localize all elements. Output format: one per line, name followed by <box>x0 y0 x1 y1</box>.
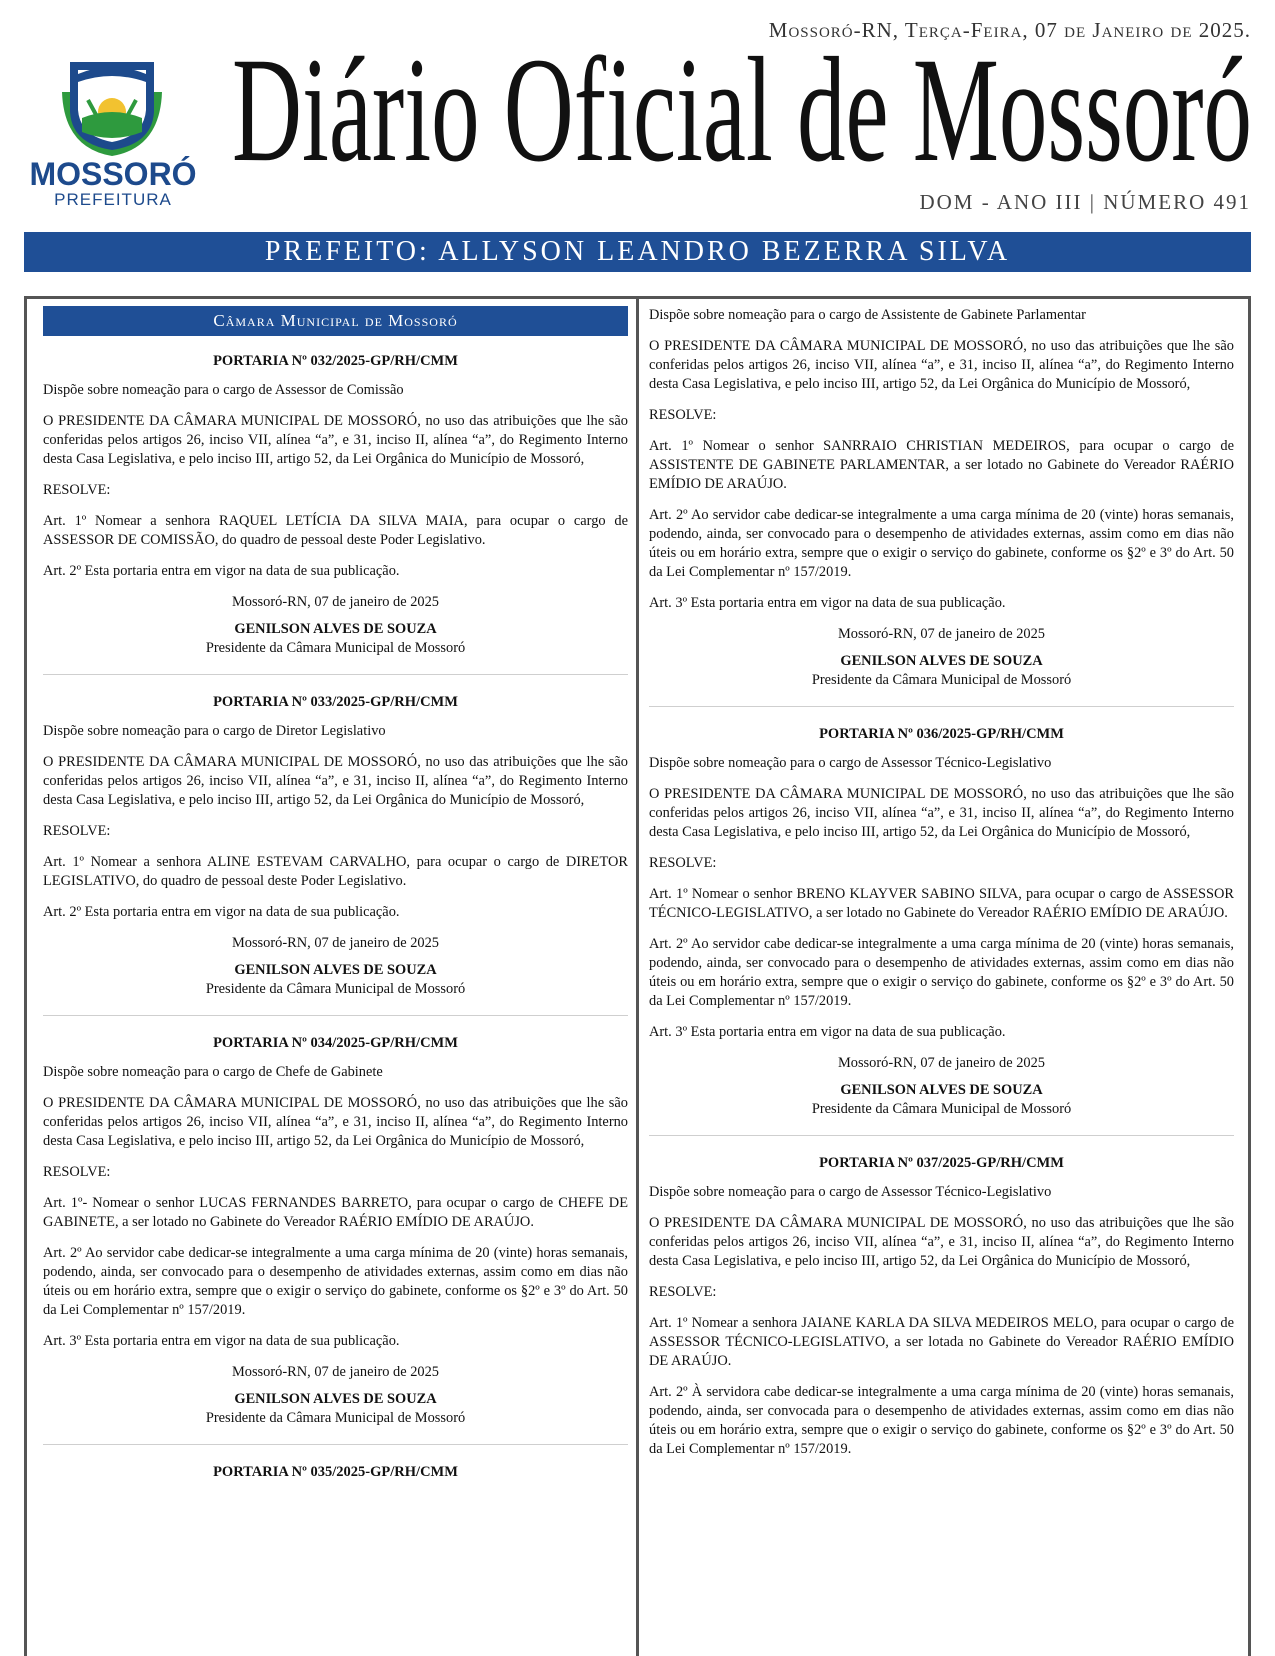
section-title: Câmara Municipal de Mossoró <box>43 306 628 336</box>
signer-name: GENILSON ALVES DE SOUZA <box>234 621 437 637</box>
portaria-subject: Dispõe sobre nomeação para o cargo de Assessor Técnico-Legislativo <box>649 1184 1052 1200</box>
resolve-label: RESOLVE: <box>649 407 717 423</box>
article-3: Art. 3º Esta portaria entra em vigor na data de sua publicação. <box>649 1024 1006 1040</box>
article-2: Art. 2º Esta portaria entra em vigor na data de sua publicação. <box>43 904 400 920</box>
separator <box>43 674 628 675</box>
resolve-label: RESOLVE: <box>649 1284 717 1300</box>
portaria-035-heading <box>43 1463 628 1482</box>
portaria-037 <box>649 1154 1234 1459</box>
preamble: O PRESIDENTE DA CÂMARA MUNICIPAL DE MOSSORÓ, no uso das atribuições que lhe são conferidas pelos artigos 26, inciso VII, alínea “a”, e 31, inciso II, alínea “a”, do Regimento Interno desta Casa Legislativa, e pelo inciso III, artigo 52, da Lei Orgânica do Município de Mossoró, <box>649 338 1234 392</box>
portaria-subject: Dispõe sobre nomeação para o cargo de Chefe de Gabinete <box>43 1064 383 1080</box>
article-2: Art. 2º Esta portaria entra em vigor na data de sua publicação. <box>43 563 400 579</box>
resolve-label: RESOLVE: <box>649 855 717 871</box>
mayor-banner: PREFEITO: ALLYSON LEANDRO BEZERRA SILVA <box>24 232 1251 272</box>
separator <box>43 1015 628 1016</box>
article-1: Art. 1º Nomear a senhora RAQUEL LETÍCIA DA SILVA MAIA, para ocupar o cargo de ASSESSOR DE COMISSÃO, do quadro de pessoal deste Poder Legislativo. <box>43 513 628 548</box>
place-date: Mossoró-RN, 07 de janeiro de 2025 <box>837 1055 1046 1071</box>
portaria-036 <box>649 725 1234 1119</box>
resolve-label: RESOLVE: <box>43 482 111 498</box>
preamble: O PRESIDENTE DA CÂMARA MUNICIPAL DE MOSSORÓ, no uso das atribuições que lhe são conferidas pelos artigos 26, inciso VII, alínea “a”, e 31, inciso II, alínea “a”, do Regimento Interno desta Casa Legislativa, e pelo inciso III, artigo 52, da Lei Orgânica do Município de Mossoró, <box>649 786 1234 840</box>
prefeitura-logo <box>24 52 202 209</box>
portaria-subject: Dispõe sobre nomeação para o cargo de Assessor Técnico-Legislativo <box>649 755 1052 771</box>
article-1: Art. 1º Nomear a senhora ALINE ESTEVAM CARVALHO, para ocupar o cargo de DIRETOR LEGISLATIVO, do quadro de pessoal deste Poder Legislativo. <box>43 854 628 889</box>
signer-name: GENILSON ALVES DE SOUZA <box>840 1082 1043 1098</box>
right-column <box>649 306 1234 1471</box>
signer-name: GENILSON ALVES DE SOUZA <box>840 653 1043 669</box>
article-3: Art. 3º Esta portaria entra em vigor na data de sua publicação. <box>649 595 1006 611</box>
place-date: Mossoró-RN, 07 de janeiro de 2025 <box>231 1364 440 1380</box>
portaria-034 <box>43 1034 628 1428</box>
separator <box>649 706 1234 707</box>
logo-wordmark: MOSSORÓ <box>29 156 197 192</box>
portaria-033 <box>43 693 628 999</box>
signer-role: Presidente da Câmara Municipal de Mossoró <box>205 981 466 997</box>
masthead-title-text: Diário Oficial de Mossoró <box>232 42 1252 182</box>
article-3: Art. 3º Esta portaria entra em vigor na data de sua publicação. <box>43 1333 400 1349</box>
portaria-title: PORTARIA Nº 034/2025-GP/RH/CMM <box>213 1035 458 1051</box>
preamble: O PRESIDENTE DA CÂMARA MUNICIPAL DE MOSSORÓ, no uso das atribuições que lhe são conferidas pelos artigos 26, inciso VII, alínea “a”, e 31, inciso II, alínea “a”, do Regimento Interno desta Casa Legislativa, e pelo inciso III, artigo 52, da Lei Orgânica do Município de Mossoró, <box>43 1095 628 1149</box>
column-divider <box>636 296 639 1656</box>
article-2: Art. 2º Ao servidor cabe dedicar-se integralmente a uma carga mínima de 20 (vinte) horas semanais, podendo, ainda, ser convocado para o desempenho de atividades externas, assim como em dias não úteis ou em horário extra, sempre que o exigir o serviço do gabinete, conforme os §2º e 3º do Art. 50 da Lei Complementar nº 157/2019. <box>43 1245 628 1318</box>
article-2: Art. 2º À servidora cabe dedicar-se integralmente a uma carga mínima de 20 (vinte) horas semanais, podendo, ainda, ser convocada para o desempenho de atividades externas, assim como em dias não úteis ou em horário extra, sempre que o exigir o serviço do gabinete, conforme os §2º e 3º do Art. 50 da Lei Complementar nº 157/2019. <box>649 1384 1234 1457</box>
article-1: Art. 1º- Nomear o senhor LUCAS FERNANDES BARRETO, para ocupar o cargo de CHEFE DE GABINETE, a ser lotado no Gabinete do Vereador RAÉRIO EMÍDIO DE ARAÚJO. <box>43 1195 628 1230</box>
portaria-subject: Dispõe sobre nomeação para o cargo de Assessor de Comissão <box>43 382 404 398</box>
place-date: Mossoró-RN, 07 de janeiro de 2025 <box>231 935 440 951</box>
portaria-subject: Dispõe sobre nomeação para o cargo de Assistente de Gabinete Parlamentar <box>649 307 1086 323</box>
portaria-title: PORTARIA Nº 032/2025-GP/RH/CMM <box>213 353 458 369</box>
signer-role: Presidente da Câmara Municipal de Mossoró <box>205 640 466 656</box>
portaria-title: PORTARIA Nº 037/2025-GP/RH/CMM <box>819 1155 1064 1171</box>
portaria-title: PORTARIA Nº 033/2025-GP/RH/CMM <box>213 694 458 710</box>
portaria-title: PORTARIA Nº 035/2025-GP/RH/CMM <box>213 1464 458 1480</box>
issue-number: DOM - ANO III | NÚMERO 491 <box>919 190 1251 214</box>
left-column <box>43 306 628 1492</box>
portaria-title: PORTARIA Nº 036/2025-GP/RH/CMM <box>819 726 1064 742</box>
place-date: Mossoró-RN, 07 de janeiro de 2025 <box>231 594 440 610</box>
publication-date: Mossoró-RN, Terça-Feira, 07 de Janeiro de 2025. <box>768 18 1251 42</box>
article-2: Art. 2º Ao servidor cabe dedicar-se integralmente a uma carga mínima de 20 (vinte) horas semanais, podendo, ainda, ser convocado para o desempenho de atividades externas, assim como em dias não úteis ou em horário extra, sempre que o exigir o serviço do gabinete, conforme os §2º e 3º do Art. 50 da Lei Complementar nº 157/2019. <box>649 507 1234 580</box>
portaria-subject: Dispõe sobre nomeação para o cargo de Diretor Legislativo <box>43 723 386 739</box>
resolve-label: RESOLVE: <box>43 823 111 839</box>
separator <box>43 1444 628 1445</box>
coat-of-arms-icon <box>52 52 172 157</box>
signer-role: Presidente da Câmara Municipal de Mossoró <box>811 672 1072 688</box>
masthead-title <box>232 42 1257 182</box>
preamble: O PRESIDENTE DA CÂMARA MUNICIPAL DE MOSSORÓ, no uso das atribuições que lhe são conferidas pelos artigos 26, inciso VII, alínea “a”, e 31, inciso II, alínea “a”, do Regimento Interno desta Casa Legislativa, e pelo inciso III, artigo 52, da Lei Orgânica do Município de Mossoró, <box>43 413 628 467</box>
portaria-035-continued <box>649 306 1234 690</box>
article-1: Art. 1º Nomear a senhora JAIANE KARLA DA SILVA MEDEIROS MELO, para ocupar o cargo de ASSESSOR TÉCNICO-LEGISLATIVO, a ser lotada no Gabinete do Vereador RAÉRIO EMÍDIO DE ARAÚJO. <box>649 1315 1234 1369</box>
resolve-label: RESOLVE: <box>43 1164 111 1180</box>
article-1: Art. 1º Nomear o senhor SANRRAIO CHRISTIAN MEDEIROS, para ocupar o cargo de ASSISTENTE DE GABINETE PARLAMENTAR, a ser lotado no Gabinete do Vereador RAÉRIO EMÍDIO DE ARAÚJO. <box>649 438 1234 492</box>
place-date: Mossoró-RN, 07 de janeiro de 2025 <box>837 626 1046 642</box>
preamble: O PRESIDENTE DA CÂMARA MUNICIPAL DE MOSSORÓ, no uso das atribuições que lhe são conferidas pelos artigos 26, inciso VII, alínea “a”, e 31, inciso II, alínea “a”, do Regimento Interno desta Casa Legislativa, e pelo inciso III, artigo 52, da Lei Orgânica do Município de Mossoró, <box>649 1215 1234 1269</box>
signer-role: Presidente da Câmara Municipal de Mossoró <box>205 1410 466 1426</box>
article-2: Art. 2º Ao servidor cabe dedicar-se integralmente a uma carga mínima de 20 (vinte) horas semanais, podendo, ainda, ser convocado para o desempenho de atividades externas, assim como em dias não úteis ou em horário extra, sempre que o exigir o serviço do gabinete, conforme os §2º e 3º do Art. 50 da Lei Complementar nº 157/2019. <box>649 936 1234 1009</box>
signer-name: GENILSON ALVES DE SOUZA <box>234 962 437 978</box>
portaria-032 <box>43 352 628 658</box>
preamble: O PRESIDENTE DA CÂMARA MUNICIPAL DE MOSSORÓ, no uso das atribuições que lhe são conferidas pelos artigos 26, inciso VII, alínea “a”, e 31, inciso II, alínea “a”, do Regimento Interno desta Casa Legislativa, e pelo inciso III, artigo 52, da Lei Orgânica do Município de Mossoró, <box>43 754 628 808</box>
article-1: Art. 1º Nomear o senhor BRENO KLAYVER SABINO SILVA, para ocupar o cargo de ASSESSOR TÉCNICO-LEGISLATIVO, a ser lotado no Gabinete do Vereador RAÉRIO EMÍDIO DE ARAÚJO. <box>649 886 1234 921</box>
signer-role: Presidente da Câmara Municipal de Mossoró <box>811 1101 1072 1117</box>
logo-subtitle: PREFEITURA <box>54 190 172 209</box>
separator <box>649 1135 1234 1136</box>
signer-name: GENILSON ALVES DE SOUZA <box>234 1391 437 1407</box>
